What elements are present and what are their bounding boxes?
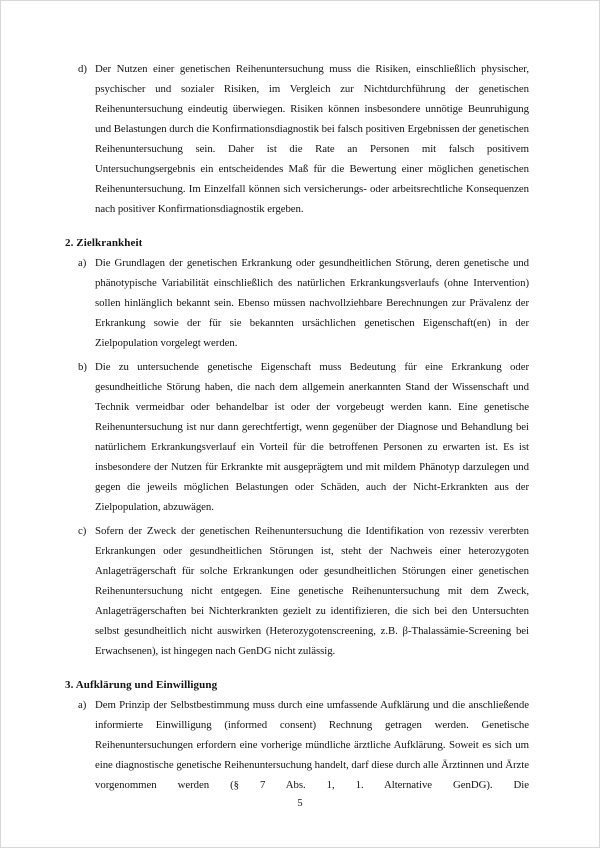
list-item-marker: a)	[78, 257, 87, 269]
list-item-marker: a)	[78, 699, 87, 711]
list-item-a2	[65, 695, 529, 795]
page-number: 5	[297, 798, 303, 809]
paragraph-text: Die Grundlagen der genetischen Erkrankung oder gesundheitlichen Störung, deren genetische und phänotypische Variabilität einschließlich des natürlichen Erkrankungsverlaufs (ohne Intervention) sollen hinlänglich bekannt sein. Ebenso müssen nachvollziehbare Berechnungen zur Prävalenz der Erkrankung sowie der für sie bekannten ursächlichen genetischen Eigenschaft(en) in der Zielpopulation vorgelegt werden.	[95, 257, 529, 349]
section-heading-zielkrankheit: 2. Zielkrankheit	[65, 237, 143, 249]
page-content	[65, 59, 529, 799]
paragraph-text: Dem Prinzip der Selbstbestimmung muss durch eine umfassende Aufklärung und die anschließende informierte Einwilligung (informed consent) Rechnung getragen werden. Genetische Reihenuntersuchungen erfordern eine vorherige mündliche ärztliche Aufklärung. Soweit es sich um eine diagnostische genetische Reihenuntersuchung handelt, darf diese durch alle Ärztinnen und Ärzte vorgenommen werden (§ 7 Abs. 1, 1. Alternative GenDG). Die	[95, 699, 529, 791]
paragraph-text: Die zu untersuchende genetische Eigenschaft muss Bedeutung für eine Erkrankung oder gesundheitliche Störung haben, die nach dem allgemein anerkannten Stand der Wissenschaft und Technik vermeidbar oder behandelbar ist oder der vorgebeugt werden kann. Eine genetische Reihenuntersuchung ist nur dann gerechtfertigt, wenn gegenüber der Diagnose und Behandlung bei natürlichem Erkrankungsverlauf ein Vorteil für die betroffenen Personen zu erwarten ist. Es ist insbesondere der Nutzen für Erkrankte mit ausgeprägtem und mit mildem Phänotyp darzulegen und gegen die jeweils möglichen Belastungen oder Schäden, auch der Nicht-Erkrankten aus der Zielpopulation, abzuwägen.	[95, 361, 529, 513]
list-item-marker: d)	[78, 63, 87, 75]
paragraph-text: Sofern der Zweck der genetischen Reihenuntersuchung die Identifikation von rezessiv vererbten Erkrankungen oder gesundheitlichen Störungen ist, steht der Nachweis einer heterozygoten Anlageträgerschaft für solche Erkrankungen oder gesundheitlichen Störungen einer genetischen Reihenuntersuchung nicht entgegen. Eine genetische Reihenuntersuchung mit dem Zweck, Anlageträgerschaften bei Nichterkrankten gezielt zu identifizieren, die sich bei den Untersuchten selbst gesundheitlich nicht auswirken (Heterozygotenscreening, z.B. β-Thalassämie-Screening bei Erwachsenen), ist hingegen nach GenDG nicht zulässig.	[95, 525, 529, 657]
list-item-a	[65, 253, 529, 353]
list-item-c	[65, 521, 529, 661]
list-item-marker: b)	[78, 361, 87, 373]
paragraph-text: Der Nutzen einer genetischen Reihenuntersuchung muss die Risiken, einschließlich physischer, psychischer und sozialer Risiken, im Vergleich zur Nichtdurchführung der genetischen Reihenuntersuchung eindeutig überwiegen. Risiken können insbesondere unnötige Beunruhigung und Belastungen durch die Konfirmationsdiagnostik bei falsch positiven Ergebnissen der genetischen Reihenuntersuchung sein. Daher ist die Rate an Personen mit falsch positivem Untersuchungsergebnis ein entscheidendes Maß für die Bewertung einer möglichen genetischen Reihenuntersuchung. Im Einzelfall können sich versicherungs- oder arbeitsrechtliche Konsequenzen nach positiver Konfirmationsdiagnostik ergeben.	[95, 63, 529, 215]
list-item-d	[65, 59, 529, 219]
list-item-marker: c)	[78, 525, 87, 537]
section-heading-aufklaerung: 3. Aufklärung und Einwilligung	[65, 679, 218, 691]
list-item-b	[65, 357, 529, 517]
